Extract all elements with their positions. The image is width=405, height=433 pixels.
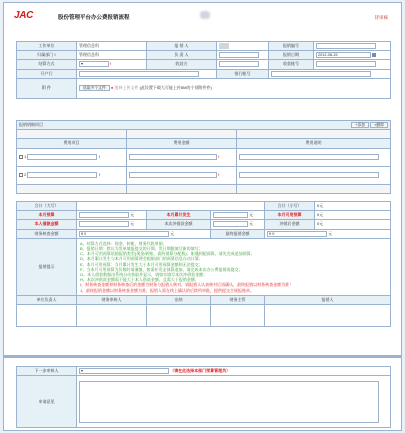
sign-col1: 单位负责人 xyxy=(17,295,77,304)
total-value: 0元 xyxy=(315,202,391,211)
type-input[interactable] xyxy=(27,172,97,178)
owner-label: 负 责 人 xyxy=(147,51,217,60)
amount-input[interactable] xyxy=(129,172,217,178)
bank-field[interactable] xyxy=(77,69,217,78)
settle-label: 结算方式 xyxy=(17,60,77,69)
totals-table xyxy=(16,201,391,327)
work-unit-label: 工作单位 xyxy=(17,42,77,51)
dept-value: 管理信息科 xyxy=(77,51,147,60)
section-divider xyxy=(4,355,401,358)
col-desc-header: 费用说明 xyxy=(237,139,391,148)
next-approver-label: 下一步审核人 xyxy=(17,367,77,376)
bank-account-field[interactable] xyxy=(269,69,391,78)
upload-hint[interactable]: 选择上传文件 xyxy=(114,85,139,91)
pay-value: 0元 xyxy=(315,220,391,229)
detail-header xyxy=(17,121,391,130)
blurred-avatar xyxy=(200,11,210,19)
offset-label: 本次冲借款金额 xyxy=(147,220,211,229)
amount-input[interactable] xyxy=(129,154,217,160)
cum-field[interactable]: 元 xyxy=(211,211,265,220)
detail-title: 报销明细项目 xyxy=(19,122,43,128)
notes-label: 报销提示 xyxy=(17,238,77,295)
sign-col2: 财务审核人 xyxy=(77,295,147,304)
type-input[interactable] xyxy=(27,154,97,160)
budget-field[interactable]: 元 xyxy=(77,211,147,220)
date-label: 报销日期 xyxy=(269,51,314,60)
detail-table xyxy=(16,120,391,194)
cum-label: 本月累计发生 xyxy=(147,211,211,220)
payee-label: 收款方 xyxy=(147,60,217,69)
budget-label: 本月预算 xyxy=(17,211,77,220)
approval-table xyxy=(16,366,391,428)
comment-label: 申请意见 xyxy=(17,376,77,428)
sign-col5: 报销人 xyxy=(265,295,391,304)
comment-textarea[interactable] xyxy=(79,381,379,423)
next-approver-select[interactable]: ▾ （请在此选择本部门预算管理员） xyxy=(77,367,391,376)
delete-row-button[interactable]: ×删除 xyxy=(370,122,388,128)
basic-info-table xyxy=(16,41,391,99)
settle-select[interactable]: ▾ ! xyxy=(77,60,147,69)
row-checkbox[interactable] xyxy=(19,173,23,177)
top-bar xyxy=(4,3,401,28)
pay-label: 冲销后金额 xyxy=(265,220,315,229)
attachment-label: 附 件 xyxy=(17,78,77,98)
account-field[interactable] xyxy=(314,60,391,69)
fin-label: 财务核查金额 xyxy=(17,229,77,238)
total-label: 合计（小写） xyxy=(265,202,315,211)
upload-note: (此设置下载大可能上传5M的个别附件件) xyxy=(139,85,212,91)
offset-field[interactable]: 元 xyxy=(211,220,265,229)
reporter-label: 报 销 人 xyxy=(147,42,217,51)
account-label: 收款帐号 xyxy=(269,60,314,69)
comment-box-cell xyxy=(77,376,391,428)
add-row-button[interactable]: +添加 xyxy=(351,122,369,128)
report-no-label: 报销编号 xyxy=(269,42,314,51)
date-field[interactable]: 2012-08-15 xyxy=(314,51,391,60)
bank-account-label: 银行帐号 xyxy=(217,69,269,78)
avail-label: 本月可用预算 xyxy=(265,211,315,220)
status-link[interactable]: 待审核 xyxy=(374,15,388,20)
report-no-field[interactable] xyxy=(314,42,391,51)
page-title: 股份管理平台办公费报销流程 xyxy=(58,15,130,21)
jac-logo: JAC xyxy=(14,10,34,21)
avail-value: 0元 xyxy=(315,211,391,220)
col-amount-header: 费用金额 xyxy=(127,139,237,148)
final-label: 最终报销金额 xyxy=(211,229,265,238)
reporter-value xyxy=(217,42,269,51)
page xyxy=(3,2,402,431)
loan-field[interactable]: 元 xyxy=(77,220,147,229)
table-row: 1 ! ! xyxy=(17,148,391,166)
calendar-icon[interactable] xyxy=(372,53,376,57)
col-type-header: 费用项目 xyxy=(17,139,127,148)
desc-input[interactable] xyxy=(239,172,379,178)
payee-field[interactable] xyxy=(217,60,269,69)
loan-label: 本人借款金额 xyxy=(17,220,77,229)
final-field[interactable]: ¥ 0 元 xyxy=(265,229,391,238)
desc-input[interactable] xyxy=(239,154,379,160)
sign-col3: 出纳 xyxy=(147,295,211,304)
sign-col4: 财务主管 xyxy=(211,295,265,304)
attachment-cell: 选取多个文件 ● 选择上传文件 (此设置下载大可能上传5M的个别附件件) xyxy=(77,78,391,98)
dept-label: 归属部门 ! xyxy=(17,51,77,60)
bank-label: 开户行 xyxy=(17,69,77,78)
table-row: 2 ! ! xyxy=(17,166,391,184)
row-checkbox[interactable] xyxy=(19,155,23,159)
owner-field[interactable] xyxy=(217,51,269,60)
fin-field[interactable]: ¥ 0 元 xyxy=(77,229,211,238)
work-unit-value: 管理信息科 xyxy=(77,42,147,51)
upload-multi-button[interactable]: 选取多个文件 xyxy=(79,85,110,91)
total-upper-label: 合计（大写） xyxy=(17,202,77,211)
notes-content: A、结算方式选择：现金、转帐、财务代收单据； B、报销日期：默认为发单填报提交的日期，发日期限填写新的填写； C、本月可用预算依据报销类型(现金/转账，需的预算分配数)；如遇到超预算，请先完成追加预算； D、本月累计发生与本月可用预算将会根据部门的预算信息自动计算； E、本月可用预算：当月累计发生大于本月可用预算金额则无法提交； F、当本月可用预算为负数时请谨慎，如需补发走预算追加，请完成本次办公费报销再提交； G、本人借款数据由系统自动获取并显示，请如实填写本次冲借款金额； H、本次冲借款金额需不能大于本人借款金额，且需大于报销金额； I、财务核查金额和财务核查后的金额为财务与报销人核对，请报销人认真核对后再确认，最终报销以财务核查金额为准！ J、最终报销金额以财务核查金额为准，报销人需在线上确认的后续所审批，提供提交合规报账单。 xyxy=(77,238,391,295)
